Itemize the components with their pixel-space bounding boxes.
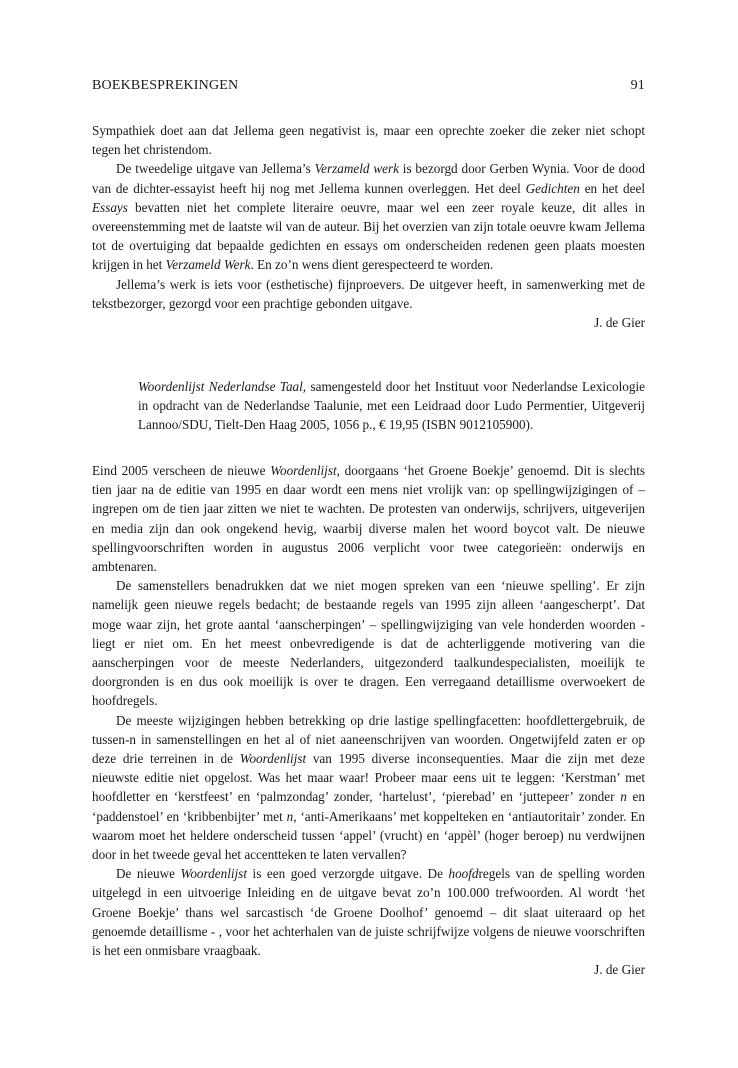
italic-letter: n, xyxy=(286,808,297,824)
book-title: Woordenlijst xyxy=(239,751,307,767)
book-title: Verzameld werk xyxy=(314,161,399,177)
book-title: Essays xyxy=(92,199,128,215)
review1-paragraph-3: Jellema’s werk is iets voor (esthetische) fijnproevers. De uitgever heeft, in samenwerking met de tekstbezorger, gezorgd voor een prachtige gebonden uitgave. xyxy=(92,276,645,311)
book-title: Woordenlijst, xyxy=(270,463,340,478)
review-jellema xyxy=(92,121,645,332)
review2-paragraph-3: De meeste wijzigingen hebben betrekking op drie lastige spellingfacetten: hoofdlettergebruik, de tussen-n in samenstellingen en het al of niet aaneenschrijven van woorden. Ongetwijfeld zaten er op deze drie terreinen in de Woordenlijst van 1995 diverse inconsequenties. Maar die zijn met deze nieuwste editie niet opgelost. Was het maar waar! Probeer maar eens uit te leggen: ‘Kerstman’ met hoofdletter en ‘kerstfeest’ en ‘palmzondag’ zonder, ‘hartelust’, ‘pierebad’ en ‘juttepeer’ zonder n en ‘paddenstoel’ en ‘kribbenbijter’ met n, ‘anti-Amerikaans’ met koppelteken en ‘antiautoritair’ zonder. En waarom moet het heldere onderscheid tussen ‘appel’ (vrucht) en ‘appèl’ (hoger beroep) nu verdwijnen door in het tweede geval het accentteken te laten vervallen? xyxy=(92,712,646,863)
book-title: Verzameld Werk xyxy=(165,257,251,273)
book-citation xyxy=(138,377,645,435)
review2-paragraph-4: De nieuwe Woordenlijst is een goed verzorgde uitgave. De hoofdregels van de spelling worden uitgelegd in een uitvoerige Inleiding en de uitgave bevat zo’n 100.000 trefwoorden. Al wordt ‘het Groene Boekje’ thans wel sarcastisch ‘de Groene Doolhof’ genoemd – dit slaat uiteraard op het genoemde detaillisme - , voor het achterhalen van de juiste schrijfwijze volgens de nieuwe voorschriften is het een onmisbare vraagbaak. xyxy=(92,866,645,959)
review-woordenlijst xyxy=(92,461,645,979)
review1-paragraph-1: Sympathiek doet aan dat Jellema geen negativist is, maar een oprechte zoeker die zeker niet schopt tegen het christendom. xyxy=(92,123,645,158)
review1-paragraph-2: De tweedelige uitgave van Jellema’s Verzameld werk is bezorgd door Gerben Wynia. Voor de dood van de dichter-essayist heeft hij nog met Jellema kunnen overleggen. Het deel Gedichten en het deel Essays bevatten niet het complete literaire oeuvre, maar wel een zeer royale keuze, dit alles in overeenstemming met de laatste wil van de auteur. Bij het overzien van zijn totale oeuvre kwam Jellema tot de overtuiging dat bepaalde gedichten en essays om onderscheiden redenen geen plaats moesten krijgen in het Verzameld Werk. En zo’n wens dient gerespecteerd te worden. xyxy=(92,161,645,273)
running-head xyxy=(92,78,645,98)
review2-signature: J. de Gier xyxy=(594,962,645,978)
emphasis: hoofd xyxy=(448,866,479,882)
review2-paragraph-2: De samenstellers benadrukken dat we niet mogen spreken van een ‘nieuwe spelling’. Er zijn namelijk geen nieuwe regels bedacht; de bestaande regels van 1995 zijn alleen ‘aangescherpt’. Dat moge waar zijn, het grote aantal ‘aanscherpingen’ – spellingwijziging van vele honderden woorden - liegt er niet om. En het meest onbevredigende is dat de achterliggende motivering van die aanscherpingen voor de meeste Nederlanders, uitgezonderd taalkundespecialisten, moeilijk te doorgronden is en dus ook moeilijk is over te dragen. Een verregaand detaillisme overwoekert de hoofdregels. xyxy=(92,578,645,709)
book-title: Gedichten xyxy=(525,180,580,196)
review1-signature: J. de Gier xyxy=(594,315,645,331)
citation-details: samengesteld door het Instituut voor Nederlandse Lexicologie in opdracht van de Nederlandse Taalunie, met een Leidraad door Ludo Permentier, Uitgeverij Lannoo/SDU, Tielt-Den Haag 2005, 1056 p., € 19,95 (ISBN 9012105900). xyxy=(138,379,645,433)
page-number: 91 xyxy=(630,78,645,93)
citation-title: Woordenlijst Nederlandse Taal, xyxy=(138,379,307,394)
book-title: Woordenlijst xyxy=(180,866,247,882)
review2-paragraph-1: Eind 2005 verscheen de nieuwe Woordenlijst, doorgaans ‘het Groene Boekje’ genoemd. Dit is slechts tien jaar na de editie van 1995 en daar wordt een mens niet vrolijk van: op spellingwijzigingen of –ingrepen om de tien jaar zitten we niet te wachten. De protesten van onderwijs, schrijvers, uitgeverijen en media zijn dan ook ongekend hevig, waarbij diverse malen het woord boycot valt. De nieuwe spellingvoorschriften worden in augustus 2006 verplicht voor twee categorieën: onderwijs en ambtenaren. xyxy=(92,463,646,575)
italic-letter: n xyxy=(620,789,627,805)
running-head-title: BOEKBESPREKINGEN xyxy=(92,78,239,93)
